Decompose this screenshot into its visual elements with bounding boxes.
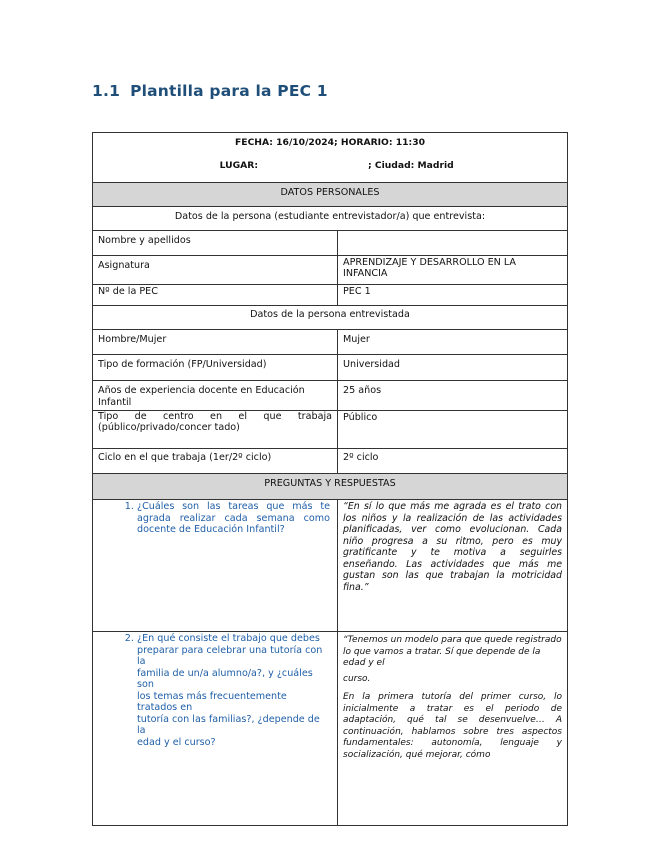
answer-2-p2: curso. (343, 673, 371, 684)
interviewee-label-center: Tipo de centro en el que trabaja (público/privado/concer tado) (93, 411, 338, 449)
section-heading (92, 82, 328, 100)
student-label-pec: Nº de la PEC (93, 285, 338, 306)
question-1: 1. ¿Cuáles son las tareas que más te agrada realizar cada semana como docente de Educación Infantil? (137, 501, 332, 536)
interviewee-value-cycle: 2º ciclo (338, 449, 568, 474)
interviewee-value-training: Universidad (338, 355, 568, 381)
student-value-subject: APRENDIZAJE Y DESARROLLO EN LA INFANCIA (338, 256, 568, 285)
student-caption: Datos de la persona (estudiante entrevistador/a) que entrevista: (93, 207, 568, 231)
answer-2-p3: En la primera tutoría del primer curso, lo inicialmente a tratar es el periodo de adaptación, qué tal se desenvuelve… A continuación, hablamos sobre tres aspectos fundamentales: autonomía, lenguaje y socialización, qué mejorar, cómo (343, 692, 562, 760)
question-2: 2. ¿En qué consiste el trabajo que debes preparar para celebrar una tutoría con la familia de un/a alumno/a?, y ¿cuáles son los temas más frecuentemente tratados en tutoría con las familias?, ¿depende de la edad y el curso? (137, 633, 332, 748)
interviewee-value-center: Público (338, 411, 568, 449)
section-number: 1.1 (92, 82, 121, 100)
answer-1: “En sí lo que más me agrada es el trato con los niños y la realización de las actividades planificadas, ver como evolucionan. Cada niño progresa a su ritmo, pero es muy gratificante y te motiva a seguirles enseñando. Las actividades que más me gustan son las que trabajan la motricidad fina.” (338, 500, 568, 632)
interviewee-label-cycle: Ciclo en el que trabaja (1er/2º ciclo) (93, 449, 338, 474)
student-value-pec: PEC 1 (338, 285, 568, 306)
personal-data-header: DATOS PERSONALES (93, 183, 568, 207)
lugar-label: LUGAR: (219, 159, 258, 171)
student-label-name: Nombre y apellidos (93, 231, 338, 256)
student-value-name (338, 231, 568, 256)
answer-2-p1: “Tenemos un modelo para que quede registrado lo que vamos a tratar. Sí que depende de la edad y el (343, 635, 562, 668)
qa-header: PREGUNTAS Y RESPUESTAS (93, 474, 568, 500)
ciudad-text: ; Ciudad: Madrid (368, 159, 454, 171)
interviewee-caption: Datos de la persona entrevistada (93, 306, 568, 330)
interviewee-value-experience: 25 años (338, 381, 568, 411)
answer-2 (338, 632, 568, 826)
question-2-cell (93, 632, 338, 826)
interviewee-label-training: Tipo de formación (FP/Universidad) (93, 355, 338, 381)
date-place-cell (93, 133, 568, 183)
interview-template-table (92, 132, 568, 826)
question-1-cell (93, 500, 338, 632)
interviewee-value-gender: Mujer (338, 330, 568, 355)
section-title: Plantilla para la PEC 1 (130, 82, 328, 100)
student-label-subject: Asignatura (93, 256, 338, 285)
interviewee-label-gender: Hombre/Mujer (93, 330, 338, 355)
interviewee-label-experience: Años de experiencia docente en Educación Infantil (93, 381, 338, 411)
fecha-horario: FECHA: 16/10/2024; HORARIO: 11:30 (235, 137, 425, 148)
